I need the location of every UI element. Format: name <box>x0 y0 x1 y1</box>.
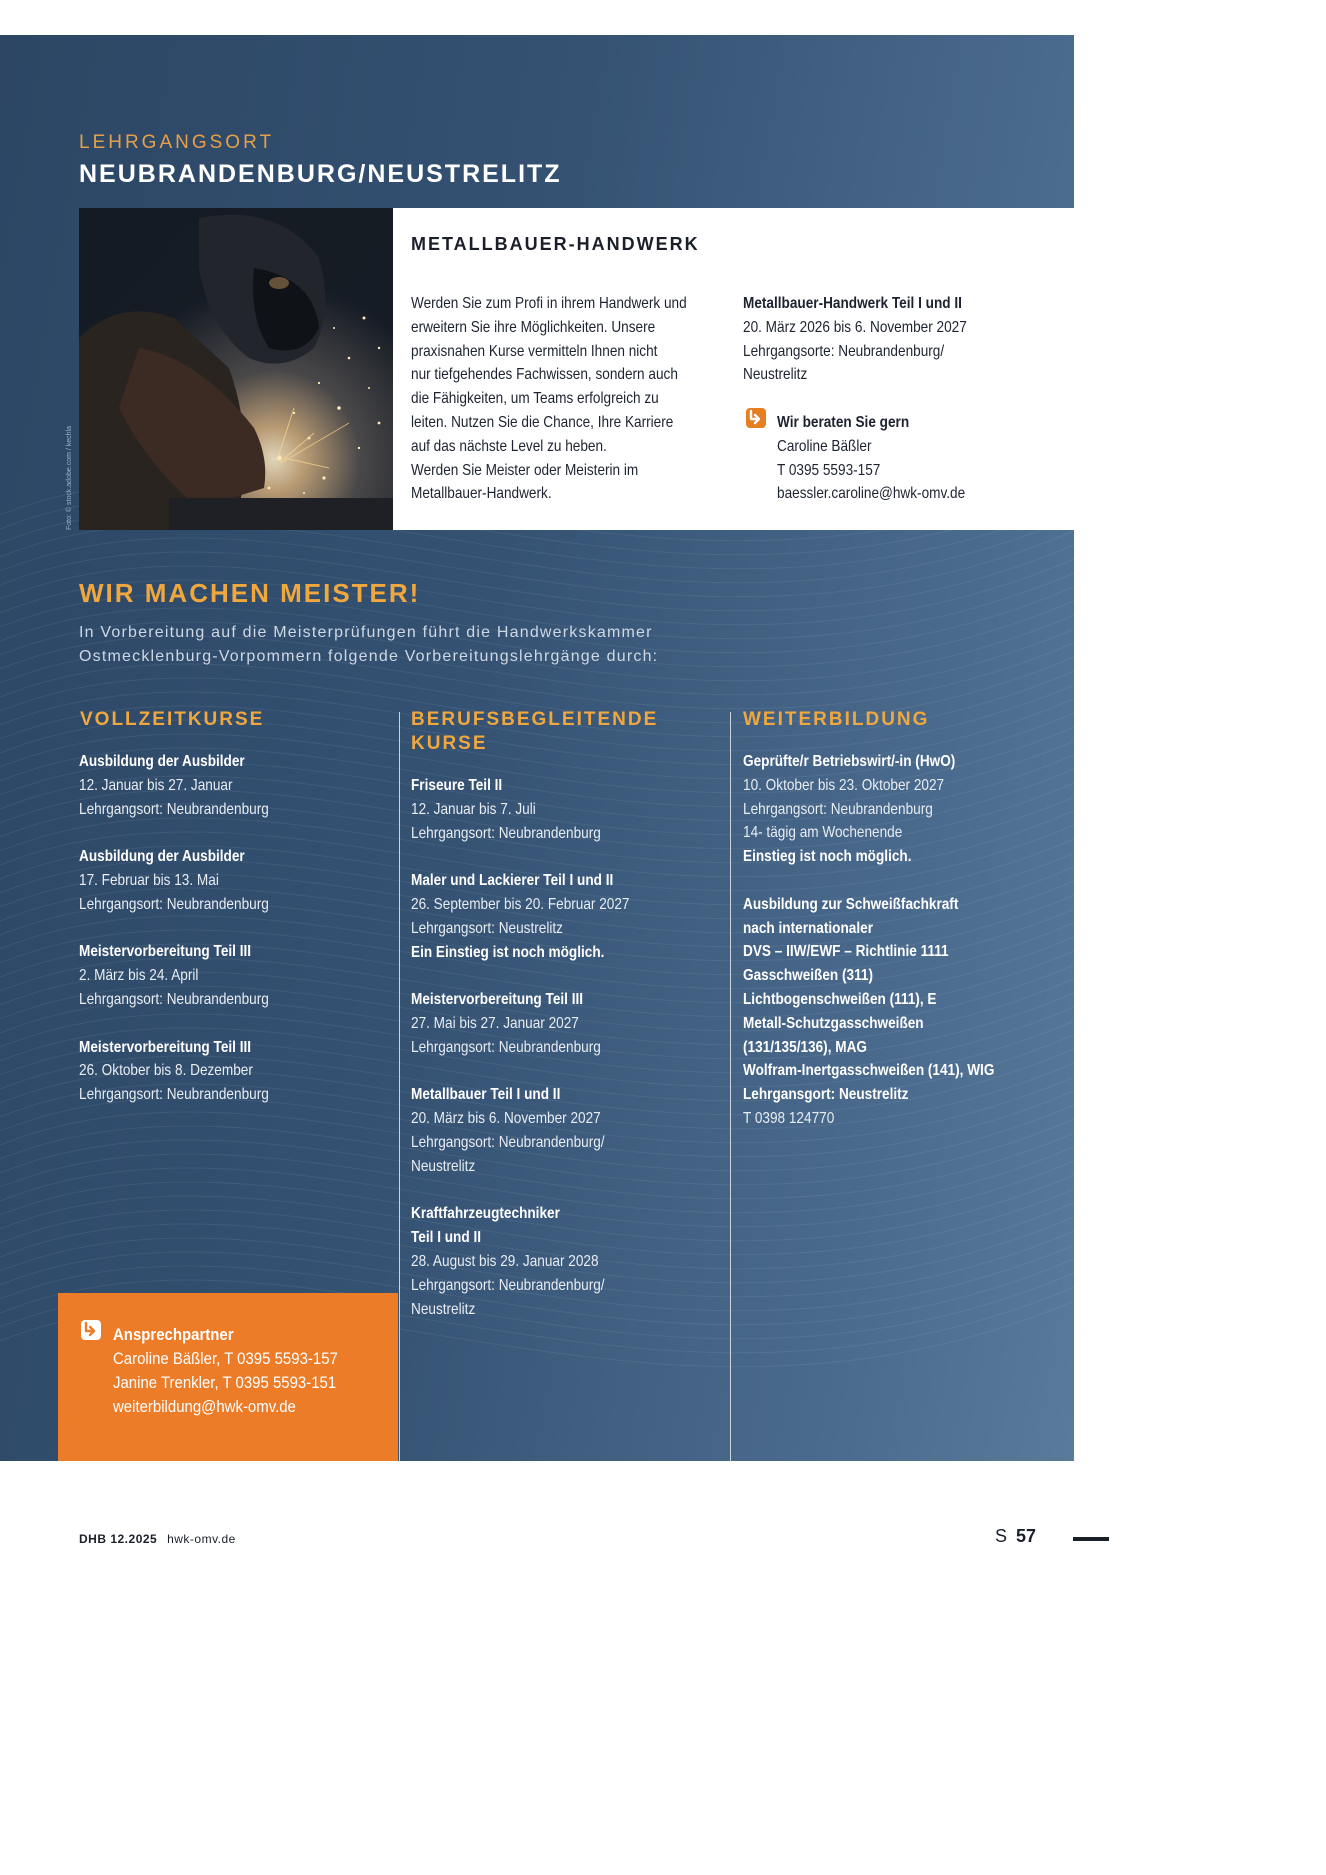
welding-line: Gasschweißen (311) <box>743 967 874 985</box>
heading-line: BERUFSBEGLEITENDE <box>411 709 659 730</box>
entry-place: Lehrgangsort: Neubrandenburg/ <box>411 1133 605 1151</box>
heading-line: KURSE <box>411 733 488 754</box>
entry-note: Ein Einstieg ist noch möglich. <box>411 943 605 961</box>
arrow-right-icon <box>81 1320 101 1340</box>
intro-line: auf das nächste Level zu heben. <box>411 437 607 455</box>
course-entry <box>79 750 269 821</box>
course-entry <box>411 869 629 964</box>
intro-line: nur tiefgehendes Fachwissen, sondern auch <box>411 366 678 384</box>
course-entry <box>411 1083 629 1178</box>
contact-phone: T 0395 5593-157 <box>777 461 881 479</box>
heading-line: WEITERBILDUNG <box>743 709 930 730</box>
course-entry <box>411 774 629 845</box>
entry-place: Lehrgangsort: Neubrandenburg <box>411 824 601 842</box>
welding-phone: T 0398 124770 <box>743 1109 835 1127</box>
course-entry <box>411 1202 629 1321</box>
course-entry <box>743 750 994 869</box>
intro-line: Werden Sie Meister oder Meisterin im <box>411 461 639 479</box>
entry-place: Lehrgangsort: Neubrandenburg <box>79 800 269 818</box>
column-heading-vollzeit <box>80 708 264 732</box>
entry-dates: 26. September bis 20. Februar 2027 <box>411 895 630 913</box>
intro-line: Metallbauer-Handwerk. <box>411 485 552 503</box>
course-title: Metallbauer-Handwerk Teil I und II <box>743 295 962 312</box>
entry-dates: 17. Februar bis 13. Mai <box>79 871 219 889</box>
entry-title: Ausbildung der Ausbilder <box>79 753 245 770</box>
entry-dates: 10. Oktober bis 23. Oktober 2027 <box>743 776 945 794</box>
entry-place: Neustrelitz <box>411 1157 476 1175</box>
site-link[interactable]: hwk-omv.de <box>167 1532 236 1546</box>
contact-box-email[interactable]: weiterbildung@hwk-omv.de <box>113 1397 296 1416</box>
column-heading-weiterbildung <box>743 708 929 732</box>
section-subline <box>79 621 658 669</box>
feature-intro <box>411 292 726 506</box>
intro-line: praxisnahen Kurse vermitteln Ihnen nicht <box>411 342 658 360</box>
column-divider <box>399 712 400 1461</box>
welding-line: Ausbildung zur Schweißfachkraft <box>743 895 959 913</box>
entry-note: Einstieg ist noch möglich. <box>743 848 912 866</box>
contact-box-line: Janine Trenkler, T 0395 5593-151 <box>113 1373 337 1392</box>
entry-place: Lehrgangsort: Neubrandenburg <box>79 1086 269 1104</box>
page-number <box>995 1526 1036 1547</box>
intro-line: die Fähigkeiten, um Teams erfolgreich zu <box>411 390 659 408</box>
entry-place: Lehrgangsort: Neubrandenburg <box>743 800 933 818</box>
welding-line: nach internationaler <box>743 919 873 937</box>
contact-box-text <box>113 1323 338 1419</box>
entry-dates: 12. Januar bis 7. Juli <box>411 800 536 818</box>
entry-title: Meistervorbereitung Teil III <box>79 1038 252 1056</box>
entry-dates: 28. August bis 29. Januar 2028 <box>411 1252 599 1270</box>
course-entry <box>79 1036 269 1107</box>
heading-line: VOLLZEITKURSE <box>80 709 265 730</box>
entry-title: Maler und Lackierer Teil I und II <box>411 872 614 890</box>
contact-box <box>58 1293 398 1461</box>
entry-title: Metallbauer Teil I und II <box>411 1086 561 1104</box>
welding-line: Lehrgansgort: Neustrelitz <box>743 1086 909 1104</box>
feature-title: METALLBAUER-HANDWERK <box>411 234 700 254</box>
entry-dates: 26. Oktober bis 8. Dezember <box>79 1062 253 1080</box>
course-place: Neustrelitz <box>743 366 808 384</box>
welding-line: Wolfram-Inertgasschweißen (141), WIG <box>743 1062 995 1080</box>
welder-photo <box>79 208 393 530</box>
entry-title: Kraftfahrzeugtechniker <box>411 1205 560 1223</box>
entry-place: Lehrgangsort: Neubrandenburg <box>79 990 269 1008</box>
location-eyebrow: LEHRGANGSORT <box>79 132 275 153</box>
welding-line: (131/135/136), MAG <box>743 1038 867 1056</box>
entry-title: Teil I und II <box>411 1229 482 1247</box>
course-place: Lehrgangsorte: Neubrandenburg/ <box>743 342 945 360</box>
welding-course <box>743 893 994 1131</box>
welding-line: Metall-Schutzgasschweißen <box>743 1014 924 1032</box>
column-vollzeit <box>79 750 269 1131</box>
arrow-right-icon <box>746 408 766 428</box>
column-berufsbegleitend <box>411 774 629 1345</box>
entry-title: Meistervorbereitung Teil III <box>79 943 252 961</box>
intro-line: Werden Sie zum Profi in ihrem Handwerk und <box>411 295 687 312</box>
column-heading-berufsbegleitend <box>411 708 658 756</box>
photo-credit: Foto: © stock.adobe.com / kechla <box>66 426 73 530</box>
intro-line: leiten. Nutzen Sie die Chance, Ihre Karriere <box>411 413 674 431</box>
entry-place: Neustrelitz <box>411 1300 476 1318</box>
location-title: NEUBRANDENBURG/NEUSTRELITZ <box>79 160 562 188</box>
welding-line: DVS – IIW/EWF – Richtlinie 1111 <box>743 943 949 961</box>
subline: Ostmecklenburg-Vorpommern folgende Vorbereitungslehrgänge durch: <box>79 648 659 665</box>
welding-line: Lichtbogenschweißen (111), E <box>743 990 937 1008</box>
entry-place: Lehrgangsort: Neubrandenburg <box>411 1038 601 1056</box>
course-entry <box>411 988 629 1059</box>
column-weiterbildung <box>743 750 994 1131</box>
entry-title: Geprüfte/r Betriebswirt/-in (HwO) <box>743 753 956 770</box>
entry-dates: 12. Januar bis 27. Januar <box>79 776 233 794</box>
feature-course <box>743 292 1036 387</box>
footer-left <box>79 1532 236 1546</box>
entry-title: Friseure Teil II <box>411 777 503 794</box>
subline: In Vorbereitung auf die Meisterprüfungen führt die Handwerkskammer <box>79 624 653 641</box>
intro-line: erweitern Sie ihre Möglichkeiten. Unsere <box>411 318 656 336</box>
issue-label: DHB 12.2025 <box>79 1532 158 1546</box>
course-entry <box>79 845 269 916</box>
entry-place: Lehrgangsort: Neubrandenburg <box>79 895 269 913</box>
entry-dates: 2. März bis 24. April <box>79 967 199 985</box>
entry-extra: 14- tägig am Wochenende <box>743 824 903 842</box>
contact-box-title: Ansprechpartner <box>113 1325 234 1344</box>
entry-dates: 27. Mai bis 27. Januar 2027 <box>411 1014 579 1032</box>
page-number-value: 57 <box>1016 1526 1037 1546</box>
entry-place: Lehrgangsort: Neustrelitz <box>411 919 563 937</box>
section-headline: WIR MACHEN MEISTER! <box>79 578 421 608</box>
column-divider <box>730 712 731 1461</box>
page-prefix: S <box>995 1526 1008 1546</box>
course-entry <box>79 940 269 1011</box>
course-dates: 20. März 2026 bis 6. November 2027 <box>743 318 967 336</box>
footer-bar <box>1073 1537 1109 1541</box>
entry-title: Meistervorbereitung Teil III <box>411 991 584 1009</box>
contact-email[interactable]: baessler.caroline@hwk-omv.de <box>777 485 966 503</box>
contact-name: Caroline Bäßler <box>777 437 872 455</box>
contact-box-line: Caroline Bäßler, T 0395 5593-157 <box>113 1349 338 1368</box>
entry-place: Lehrgangsort: Neubrandenburg/ <box>411 1276 605 1294</box>
feature-contact <box>777 411 1032 506</box>
contact-title: Wir beraten Sie gern <box>777 414 910 431</box>
entry-title: Ausbildung der Ausbilder <box>79 848 245 866</box>
entry-dates: 20. März bis 6. November 2027 <box>411 1110 601 1128</box>
